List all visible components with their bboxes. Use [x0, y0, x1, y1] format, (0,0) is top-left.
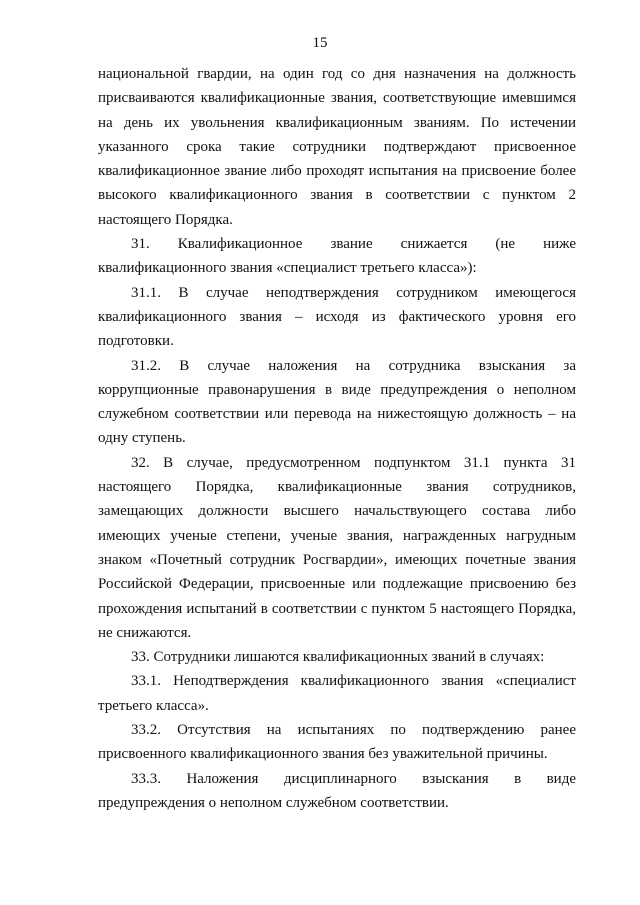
- paragraph-32: 32. В случае, предусмотренном подпунктом 31.1 пункта 31 настоящего Порядка, квалификационные звания сотрудников, замещающих должности высшего начальствующего состава либо имеющих ученые степени, ученые звания, награжденных нагрудным знаком «Почетный сотрудник Росгвардии», имеющих почетные звания Российской Федерации, присвоенные или подлежащие присвоению без прохождения испытаний в соответствии с пунктом 5 настоящего Порядка, не снижаются.: [98, 454, 576, 641]
- document-body: [98, 62, 576, 815]
- paragraph-33-3: 33.3. Наложения дисциплинарного взыскания в виде предупреждения о неполном служебном соответствии.: [98, 770, 576, 811]
- paragraph-31: 31. Квалификационное звание снижается (не ниже квалификационного звания «специалист третьего класса»):: [98, 236, 576, 277]
- paragraph-33-2: 33.2. Отсутствия на испытаниях по подтверждению ранее присвоенного квалификационного звания без уважительной причины.: [98, 722, 576, 763]
- paragraph-33: 33. Сотрудники лишаются квалификационных званий в случаях:: [131, 649, 545, 666]
- paragraph-31-1: 31.1. В случае неподтверждения сотрудником имеющегося квалификационного звания – исходя из фактического уровня его подготовки.: [98, 284, 576, 350]
- paragraph-continuation: национальной гвардии, на один год со дня назначения на должность присваиваются квалификационные звания, соответствующие имевшимся на день их увольнения квалификационным званиям. По истечении указанного срока такие сотрудники подтверждают присвоенное квалификационное звание либо проходят испытания на присвоение более высокого квалификационного звания в соответствии с пунктом 2 настоящего Порядка.: [98, 66, 576, 228]
- paragraph-33-1: 33.1. Неподтверждения квалификационного звания «специалист третьего класса».: [98, 673, 576, 714]
- page-number: 15: [312, 35, 328, 51]
- paragraph-31-2: 31.2. В случае наложения на сотрудника взыскания за коррупционные правонарушения в виде предупреждения о неполном служебном соответствии или перевода на нижестоящую должность – на одну ступень.: [98, 357, 576, 447]
